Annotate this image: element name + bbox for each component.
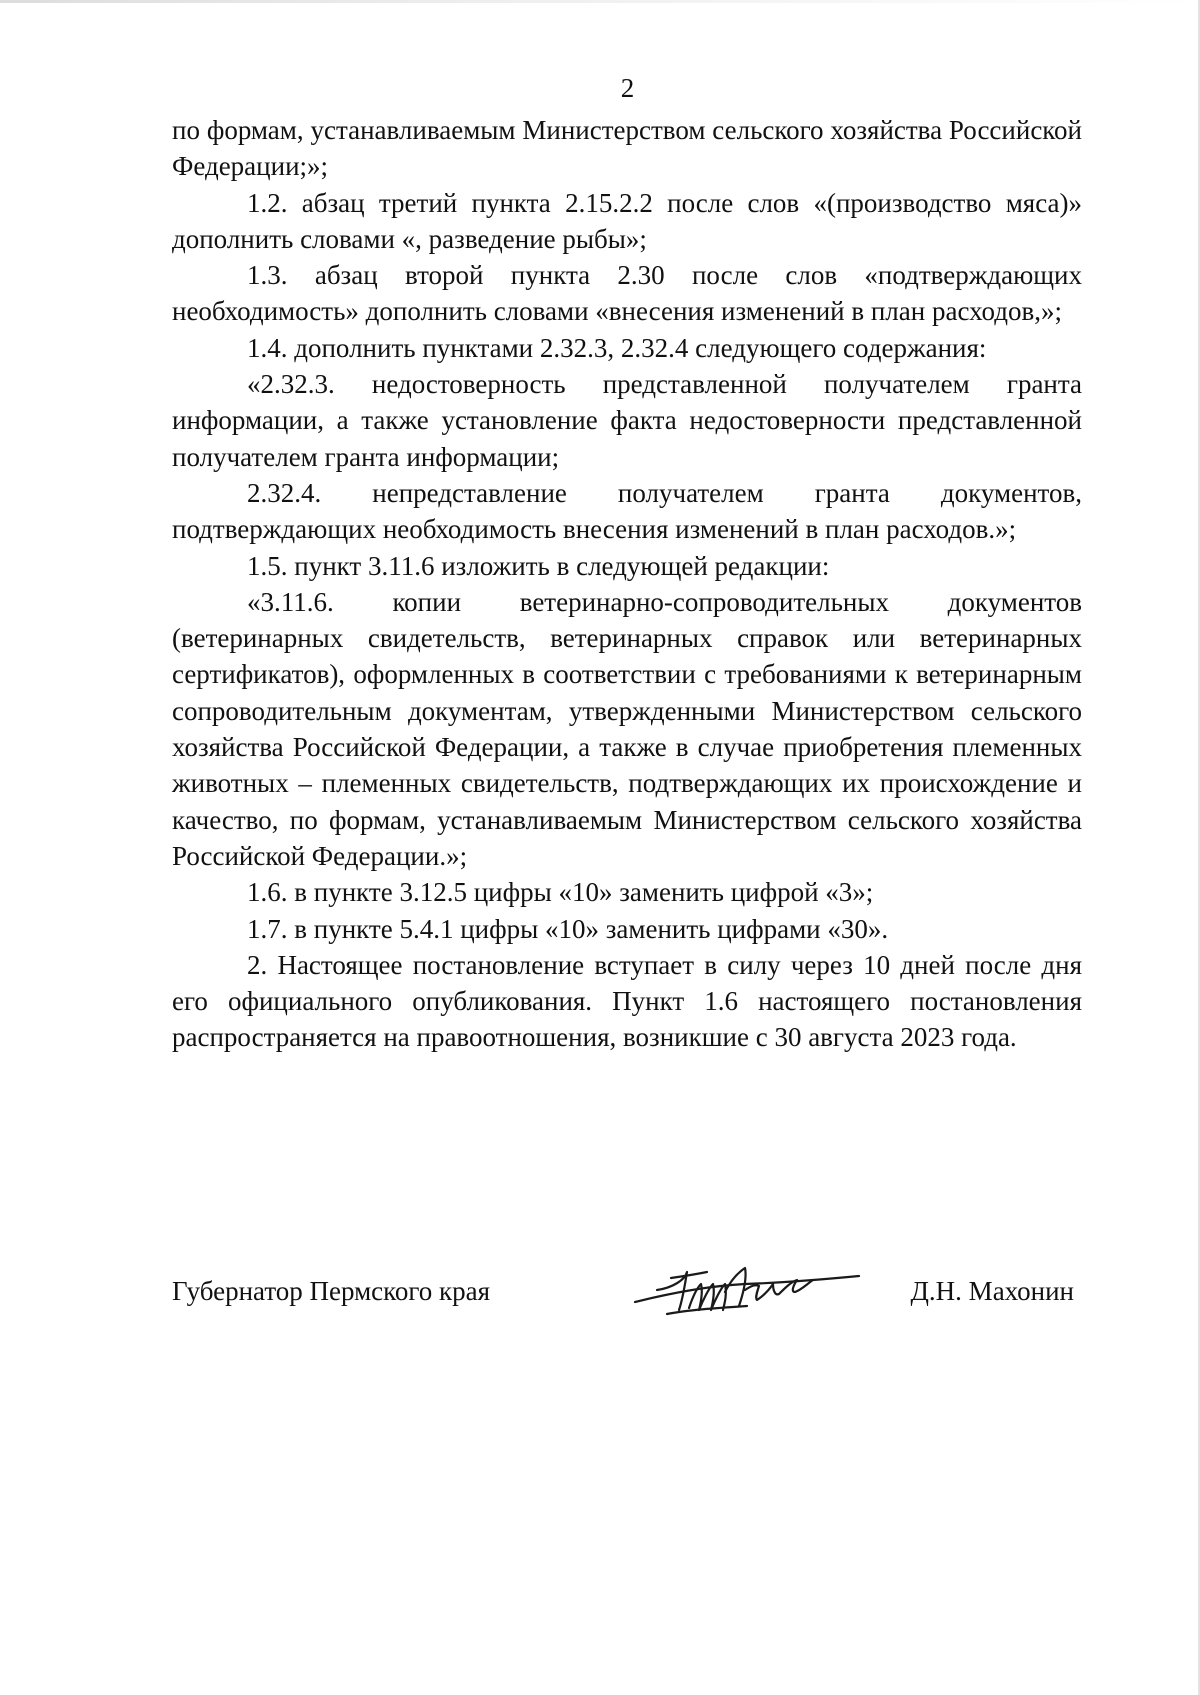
paragraph: «3.11.6. копии ветеринарно-сопроводительных документов (ветеринарных свидетельств, ветеринарных справок или ветеринарных сертификатов), оформленных в соответствии с требованиями к ветеринарным сопроводительным документам, утвержденными Министерством сельского хозяйства Российской Федерации, а также в случае приобретения племенных животных – племенных свидетельств, подтверждающих их происхождение и качество, по формам, устанавливаемым Министерством сельского хозяйства Российской Федерации.»; xyxy=(172,586,1082,871)
scan-edge xyxy=(0,0,1200,3)
paragraph: 2.32.4. непредставление получателем гранта документов, подтверждающих необходимость внесения изменений в план расходов.»; xyxy=(172,477,1082,545)
signatory-position: Губернатор Пермского края xyxy=(172,1276,491,1306)
paragraph: 1.3. абзац второй пункта 2.30 после слов «подтверждающих необходимость» дополнить словами «внесения изменений в план расходов,»; xyxy=(172,260,1082,327)
paragraph: «2.32.3. недостоверность представленной получателем гранта информации, а также установление факта недостоверности представленной получателем гранта информации; xyxy=(172,369,1082,472)
handwritten-signature xyxy=(627,1250,867,1330)
paragraph: по формам, устанавливаемым Министерством сельского хозяйства Российской Федерации;»; xyxy=(172,115,1082,182)
paragraph: 1.6. в пункте 3.12.5 цифры «10» заменить цифрой «3»; xyxy=(247,877,874,908)
page-number: 2 xyxy=(620,73,635,103)
paragraph: 1.2. абзац третий пункта 2.15.2.2 после слов «(производство мяса)» дополнить словами «, разведение рыбы»; xyxy=(172,187,1082,254)
paragraph: 1.7. в пункте 5.4.1 цифры «10» заменить цифрами «30». xyxy=(247,913,889,944)
signatory-name: Д.Н. Махонин xyxy=(910,1276,1074,1306)
paragraph: 1.5. пункт 3.11.6 изложить в следующей редакции: xyxy=(247,550,830,581)
signature-block xyxy=(172,1250,1082,1340)
paragraph: 1.4. дополнить пунктами 2.32.3, 2.32.4 следующего содержания: xyxy=(247,332,987,363)
paragraph: 2. Настоящее постановление вступает в силу через 10 дней после дня его официального опубликования. Пункт 1.6 настоящего постановления распространяется на правоотношения, возникшие с 30 августа 2023 года. xyxy=(172,949,1082,1053)
document-body xyxy=(172,112,1082,1056)
